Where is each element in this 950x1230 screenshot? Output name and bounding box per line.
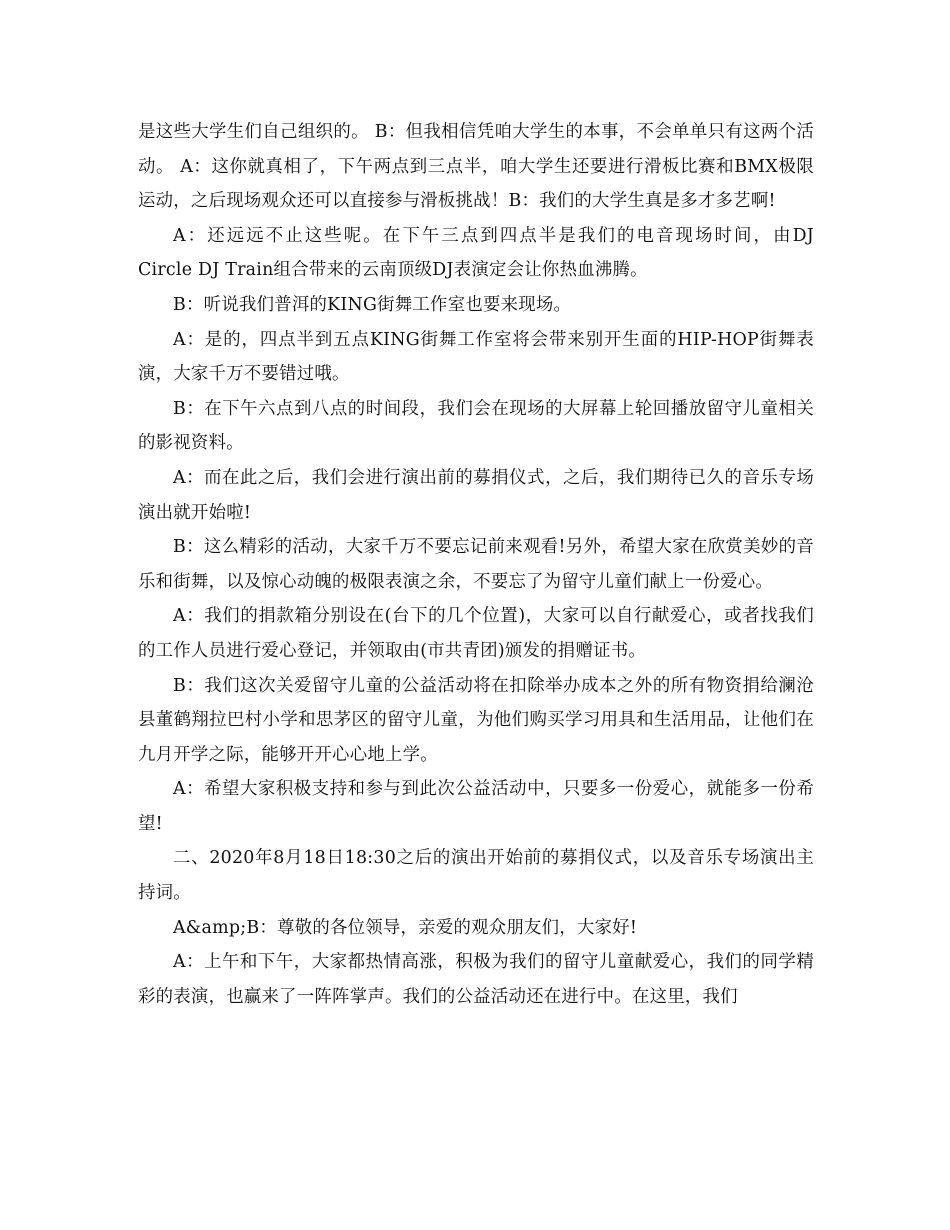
paragraph-10: A：希望大家积极支持和参与到此次公益活动中，只要多一份爱心，就能多一份希望! xyxy=(138,779,814,834)
paragraph-13: A：上午和下午，大家都热情高涨，积极为我们的留守儿童献爱心，我们的同学精彩的表演，也赢来了一阵阵掌声。我们的公益活动还在进行中。在这里，我们 xyxy=(138,952,814,1007)
paragraph-1: 是这些大学生们自己组织的。 B：但我相信凭咱大学生的本事，不会单单只有这两个活动。 A：这你就真相了，下午两点到三点半，咱大学生还要进行滑板比赛和BMX极限运动，之后现场观众还可以直接参与滑板挑战！B：我们的大学生真是多才多艺啊! xyxy=(138,122,814,212)
paragraph-7: B：这么精彩的活动，大家千万不要忘记前来观看!另外，希望大家在欣赏美妙的音乐和街舞，以及惊心动魄的极限表演之余，不要忘了为留守儿童们献上一份爱心。 xyxy=(138,537,814,592)
paragraph-12: A&amp;B：尊敬的各位领导，亲爱的观众朋友们，大家好! xyxy=(173,917,638,938)
paragraph-3: B：听说我们普洱的KING街舞工作室也要来现场。 xyxy=(173,294,572,315)
section-heading: 二、2020年8月18日18:30之后的演出开始前的募捐仪式，以及音乐专场演出主持词。 xyxy=(138,848,814,904)
paragraph-8: A：我们的捐款箱分别设在(台下的几个位置)，大家可以自行献爱心，或者找我们的工作人员进行爱心登记，并领取由(市共青团)颁发的捐赠证书。 xyxy=(138,606,814,661)
paragraph-6: A：而在此之后，我们会进行演出前的募捐仪式，之后，我们期待已久的音乐专场演出就开始啦! xyxy=(138,467,814,523)
document-body xyxy=(138,115,820,1014)
paragraph-5: B：在下午六点到八点的时间段，我们会在现场的大屏幕上轮回播放留守儿童相关的影视资料。 xyxy=(138,398,814,454)
paragraph-9: B：我们这次关爱留守儿童的公益活动将在扣除举办成本之外的所有物资捐给澜沧县董鹤翔拉巴村小学和思茅区的留守儿童，为他们购买学习用具和生活用品，让他们在九月开学之际，能够开开心心地上学。 xyxy=(138,675,814,765)
paragraph-4: A：是的，四点半到五点KING街舞工作室将会带来别开生面的HIP-HOP街舞表演，大家千万不要错过哦。 xyxy=(138,329,814,385)
paragraph-2: A：还远远不止这些呢。在下午三点到四点半是我们的电音现场时间，由DJ Circle DJ Train组合带来的云南顶级DJ表演定会让你热血沸腾。 xyxy=(138,225,820,281)
